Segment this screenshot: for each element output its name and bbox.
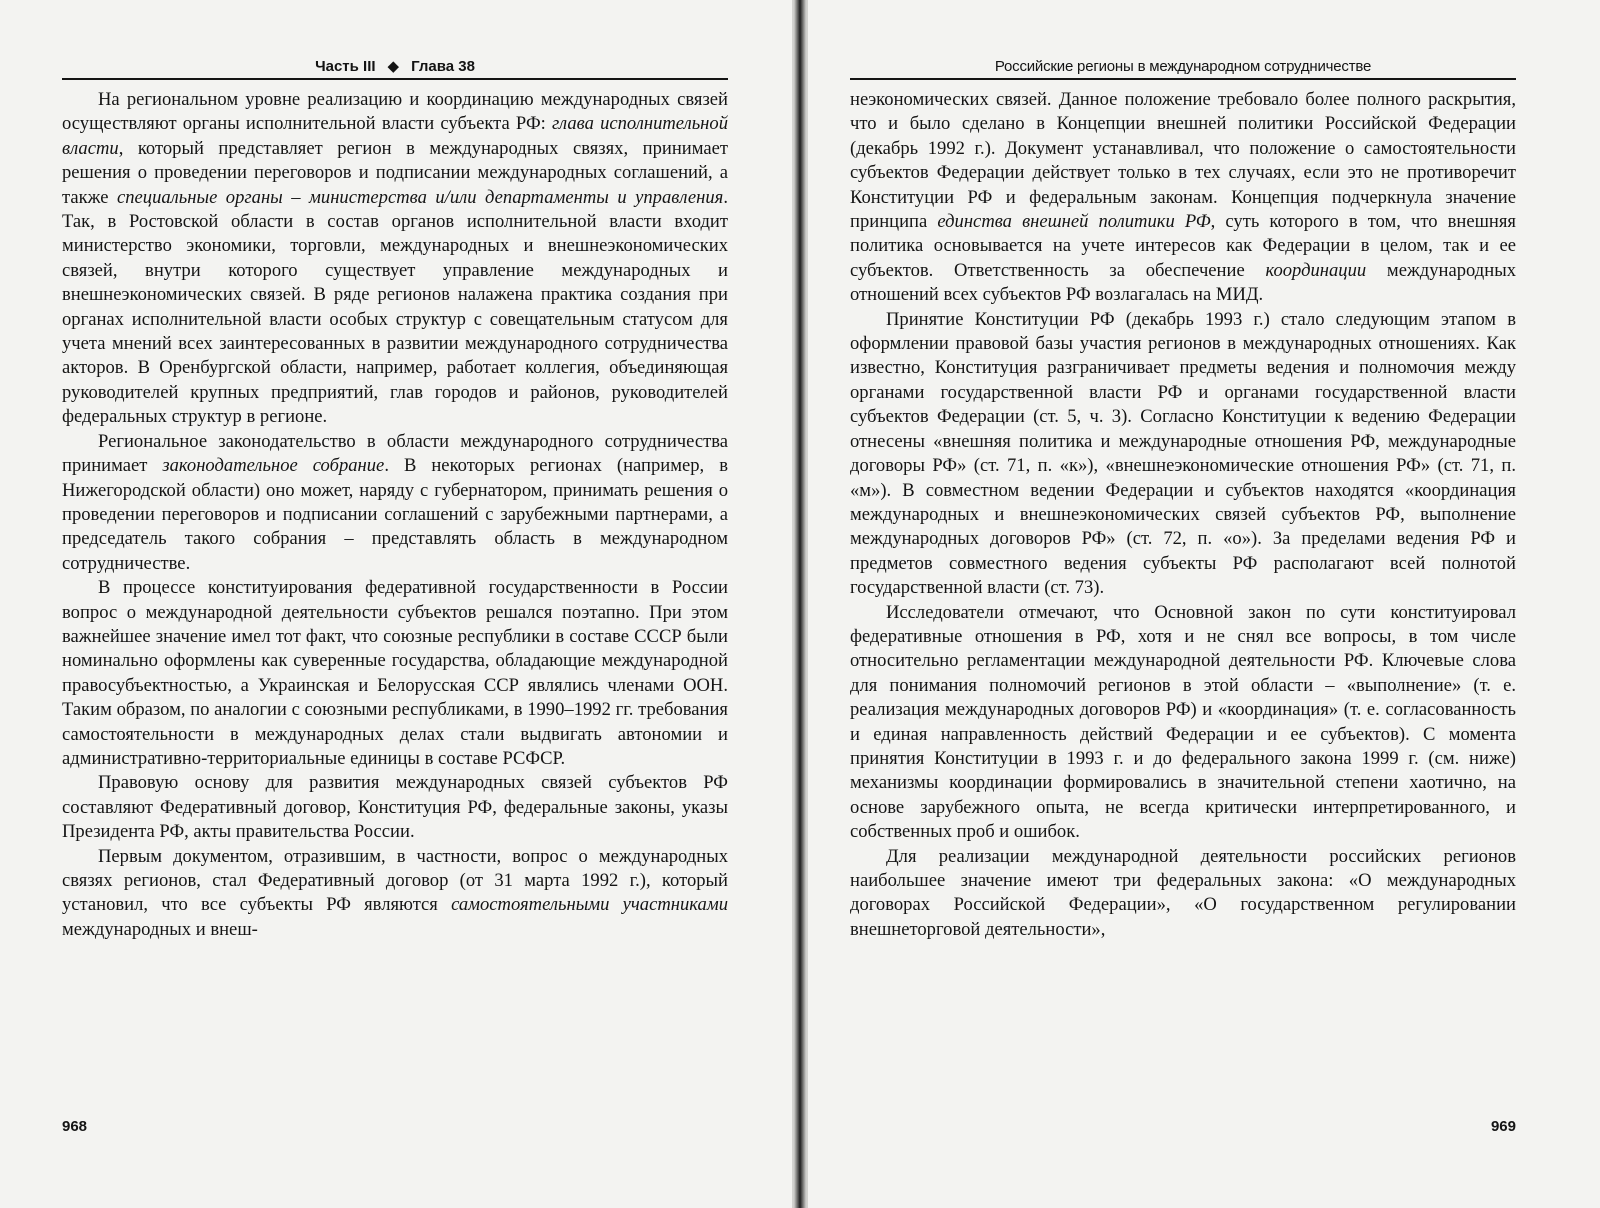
chapter-label: Глава 38	[411, 58, 475, 75]
text-run: . В некоторых регионах (например, в Нижегородской области) оно может, наряду с губернатором, принимать решения о проведении переговоров и подписании соглашений с зарубежными партнерами, а председатель такого собрания – представлять область в международном сотрудничестве.	[62, 455, 728, 574]
left-body-text	[62, 88, 728, 942]
paragraph	[62, 845, 728, 943]
italic-term: координации	[1265, 259, 1367, 281]
italic-term: глава исполнительной власти	[62, 113, 728, 159]
text-run: неэкономических связей. Данное положение требовало более полного раскрытия, что и было сделано в Концепции внешней политики Российской Федерации (декабрь 1992 г.). Документ устанавливал, что положение о самостоятельности субъектов Федерации действует только в тех случаях, если это не противоречит Конституции РФ и федеральным законам. Концепция подчеркнула значение принципа	[850, 89, 1516, 233]
italic-term: законодательное собрание	[162, 455, 385, 477]
text-run: международных отношений всех субъектов РФ возлагалась на МИД.	[850, 259, 1517, 306]
right-body-text	[850, 88, 1516, 942]
paragraph	[850, 601, 1516, 845]
diamond-separator-icon: ◆	[387, 58, 400, 75]
paragraph	[62, 430, 728, 576]
italic-term: единства внешней политики РФ	[937, 211, 1211, 233]
text-run: Исследователи отмечают, что Основной закон по сути конституировал федеративные отношения в РФ, хотя и не снял все вопросы, в том числе относительно регламентации международной деятельности РФ. Ключевые слова для понимания полномочий регионов в этой области – «выполнение» (т. е. реализация международных договоров РФ) и «координация» (т. е. согласованность и единая направленность действий Федерации и ее субъектов). С момента принятия Конституции в 1993 г. и до федерального закона 1999 г. (см. ниже) механизмы координации формировались в значительной степени хаотично, на основе зарубежного опыта, не всегда критически интерпретированного, и собственных проб и ошибок.	[850, 601, 1516, 843]
italic-term: специальные органы – министерства и/или департаменты и управления	[116, 186, 724, 208]
paragraph	[850, 308, 1516, 601]
paragraph	[62, 576, 728, 771]
text-run: Правовую основу для развития международных связей субъектов РФ составляют Федеративный договор, Конституция РФ, федеральные законы, указы Президента РФ, акты правительства России.	[62, 772, 728, 843]
italic-term: самостоятельными участниками	[451, 894, 728, 916]
text-run: В процессе конституирования федеративной государственности в России вопрос о международной деятельности субъектов решался поэтапно. При этом важнейшее значение имел тот факт, что союзные республики в составе СССР были номинально оформлены как суверенные государства, обладающие международной правосубъектностью, а Украинская и Белорусская ССР являлись членами ООН. Таким образом, по аналогии с союзными республиками, в 1990–1992 гг. требования самостоятельности в международных делах стали выдвигать автономии и административно-территориальные единицы в составе РСФСР.	[62, 577, 728, 769]
part-label: Часть III	[315, 58, 376, 75]
text-run: международных и внеш-	[62, 918, 258, 940]
left-running-header	[62, 54, 728, 80]
text-run: Принятие Конституции РФ (декабрь 1993 г.) стало следующим этапом в оформлении правовой базы участия регионов в международных отношениях. Как известно, Конституция разграничивает предметы ведения и полномочия между органами государственной власти РФ и органами государственной власти субъектов Федерации (ст. 5, ч. 3). Согласно Конституции к ведению Федерации отнесены «внешняя политика и международные отношения РФ, международные договоры РФ» (ст. 71, п. «к»), «внешнеэкономические отношения РФ» (ст. 71, п. «м»). В совместном ведении Федерации и субъектов находятся «координация международных и внешнеэкономических связей субъектов РФ, выполнение международных договоров РФ» (ст. 72, п. «о»). За пределами ведения РФ и предметов совместного ведения субъекты РФ располагают всей полнотой государственной власти (ст. 73).	[850, 308, 1516, 599]
right-page-number: 969	[1490, 1118, 1516, 1135]
paragraph	[62, 88, 728, 430]
text-run: . Так, в Ростовской области в состав органов исполнительной власти входит министерство экономики, торговли, международных и внешнеэкономических связей, внутри которого существует управление международных и внешнеэкономических связей. В ряде регионов налажена практика создания при органах исполнительной власти особых структур с совещательным статусом для учета мнений всех заинтересованных в развитии международного сотрудничества акторов. В Оренбургской области, например, работает коллегия, объединяющая руководителей крупных предприятий, глав городов и районов, руководителей федеральных структур в регионе.	[62, 186, 728, 428]
text-run: На региональном уровне реализацию и координацию международных связей осуществляют органы исполнительной власти субъекта РФ:	[62, 89, 728, 135]
left-page	[0, 0, 792, 1208]
right-running-header	[850, 54, 1516, 80]
text-run: Для реализации международной деятельности российских регионов наибольшее значение имеют три федеральных закона: «О международных договорах Российской Федерации», «О государственном регулировании внешнеторговой деятельности»,	[850, 845, 1516, 940]
text-run: Первым документом, отразившим, в частности, вопрос о международных связях регионов, стал Федеративный договор (от 31 марта 1992 г.), который установил, что все субъекты РФ являются	[62, 845, 728, 916]
text-run: Региональное законодательство в области международного сотрудничества принимает	[62, 430, 728, 477]
right-page	[808, 0, 1600, 1208]
paragraph	[850, 88, 1516, 308]
section-title: Российские регионы в международном сотрудничестве	[994, 58, 1372, 75]
text-run: , который представляет регион в международных связях, принимает решения о проведении переговоров и подписании международных соглашений, а также	[62, 137, 728, 208]
paragraph	[850, 845, 1516, 943]
left-page-number: 968	[62, 1118, 88, 1135]
paragraph	[62, 771, 728, 844]
text-run: , суть которого в том, что внешняя политика основывается на учете интересов как Федерации в целом, так и ее субъектов. Ответственность за обеспечение	[850, 211, 1516, 281]
